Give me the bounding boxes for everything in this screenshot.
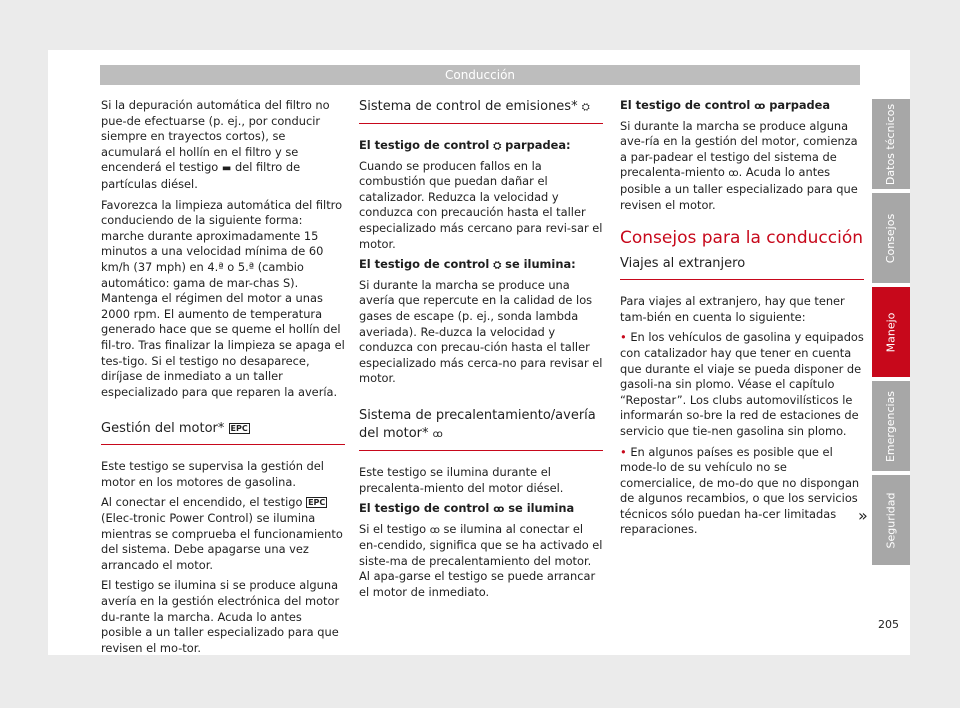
- tab-consejos[interactable]: Consejos: [872, 193, 910, 283]
- page-header: Conducción: [100, 65, 860, 85]
- glow-plug-icon: ꝏ: [493, 504, 505, 516]
- section-heading: Gestión del motor* EPC: [101, 420, 345, 445]
- paragraph: Para viajes al extranjero, hay que tener tam-bién en cuenta lo siguiente:: [620, 294, 845, 324]
- subheading: El testigo de control ⛭ se ilumina:: [359, 257, 603, 274]
- tab-seguridad[interactable]: Seguridad: [872, 475, 910, 565]
- engine-warning-icon: ⛭: [493, 260, 502, 272]
- engine-warning-icon: ⛭: [581, 102, 590, 113]
- tab-datos-tecnicos[interactable]: Datos técnicos: [872, 99, 910, 189]
- glow-plug-icon: ꝏ: [754, 101, 766, 112]
- glow-plug-icon: ꝏ: [728, 168, 739, 180]
- continue-arrow-icon: »: [858, 506, 868, 525]
- particle-filter-icon: ▬: [221, 163, 232, 175]
- column-middle: [359, 98, 603, 606]
- glow-plug-icon: ꝏ: [432, 428, 443, 440]
- paragraph: Al conectar el encendido, el testigo EPC (Elec-tronic Power Control) se ilumina mientras se comprueba el funcionamiento del sistema. Debe apagarse una vez arrancado el motor.: [101, 495, 343, 572]
- paragraph: Este testigo se ilumina durante el precalenta-miento del motor diésel.: [359, 464, 564, 495]
- bullet-item: • En algunos países es posible que el mode-lo de su vehículo no se comercialice, de mo-do que no dispongan de algunos recambios, o que los servicios técnicos sólo puedan ha-cer limitadas reparaciones.: [620, 444, 860, 537]
- subheading: El testigo de control ꝏ parpadea: [620, 98, 864, 115]
- epc-icon: EPC: [230, 424, 248, 434]
- paragraph: Si el testigo ꝏ se ilumina al conectar el en-cendido, significa que se ha activado el siste-ma de precalentamiento del motor. Al apa-garse el testigo se puede arrancar el motor de inmediato.: [359, 521, 603, 600]
- paragraph: Favorezca la limpieza automática del filtro conduciendo de la siguiente forma: marche durante aproximadamente 15 minutos a una velocidad mínima de 60 km/h (37 mph) en 4.ª o 5.ª (cambio automático: gama de mar-chas S). Mantenga el régimen del motor a unas 2000 rpm. El aumento de temperatura generado hace que se queme el hollín del fil-tro. Tras finalizar la limpieza se apaga el tes-tigo. Si el testigo no desaparece, diríjase de inmediato a un taller especializado para que reparen la avería.: [101, 197, 345, 399]
- bullet-item: • En los vehículos de gasolina y equipados con catalizador hay que tener en cuenta que durante el viaje se pueda disponer de gasoli-na sin plomo. Véase el capítulo “Repostar”. Los clubs automovilísticos le informarán so-bre la red de estaciones de servicio que tie-nen gasolina sin plomo.: [620, 330, 864, 438]
- glow-plug-icon: ꝏ: [429, 524, 440, 536]
- column-right: [620, 98, 864, 543]
- subheading: El testigo de control ⛭ parpadea:: [359, 138, 603, 155]
- section-heading: Sistema de precalentamiento/avería del motor* ꝏ: [359, 407, 603, 451]
- tab-emergencias[interactable]: Emergencias: [872, 381, 910, 471]
- paragraph: Cuando se producen fallos en la combustión que puedan dañar el catalizador. Reduzca la velocidad y conduzca con precaución hasta el taller especializado más cercano para revi-sar el motor.: [359, 158, 603, 251]
- section-title: Viajes al extranjero: [620, 255, 864, 280]
- page-number: 205: [878, 618, 899, 631]
- chapter-title: Consejos para la conducción: [620, 228, 863, 249]
- paragraph: Este testigo se supervisa la gestión del motor en los motores de gasolina.: [101, 459, 324, 489]
- tab-manejo[interactable]: Manejo: [872, 287, 910, 377]
- bullet-icon: •: [620, 330, 627, 345]
- column-left: [101, 98, 345, 661]
- bullet-icon: •: [620, 444, 627, 459]
- subheading: El testigo de control ꝏ se ilumina: [359, 501, 603, 518]
- paragraph: Si durante la marcha se produce una avería que repercute en la calidad de los gases de escape (p. ej., sonda lambda averiada). Re-duzca la velocidad y conduzca con precau-ción hasta el taller especializado más cerca-no para revisar el motor.: [359, 277, 603, 386]
- chapter-tabs: [872, 99, 910, 569]
- engine-warning-icon: ⛭: [493, 141, 502, 152]
- section-heading: Sistema de control de emisiones* ⛭: [359, 98, 603, 124]
- paragraph: El testigo se ilumina si se produce alguna avería en la gestión electrónica del motor du-rante la marcha. Acuda lo antes posible a un taller especializado para que revisen el mo-tor.: [101, 578, 340, 655]
- paragraph: Si durante la marcha se produce alguna ave-ría en la gestión del motor, comienza a par-padear el testigo del sistema de precalenta-miento ꝏ. Acuda lo antes posible a un taller especializado para que revisen el motor.: [620, 118, 858, 212]
- paragraph: Si la depuración automática del filtro no pue-de efectuarse (p. ej., por conducir siempre en trayectos cortos), se acumulará el hollín en el filtro y se encenderá el testigo ▬ del filtro de partículas diésel.: [101, 98, 330, 191]
- epc-icon: EPC: [308, 498, 326, 508]
